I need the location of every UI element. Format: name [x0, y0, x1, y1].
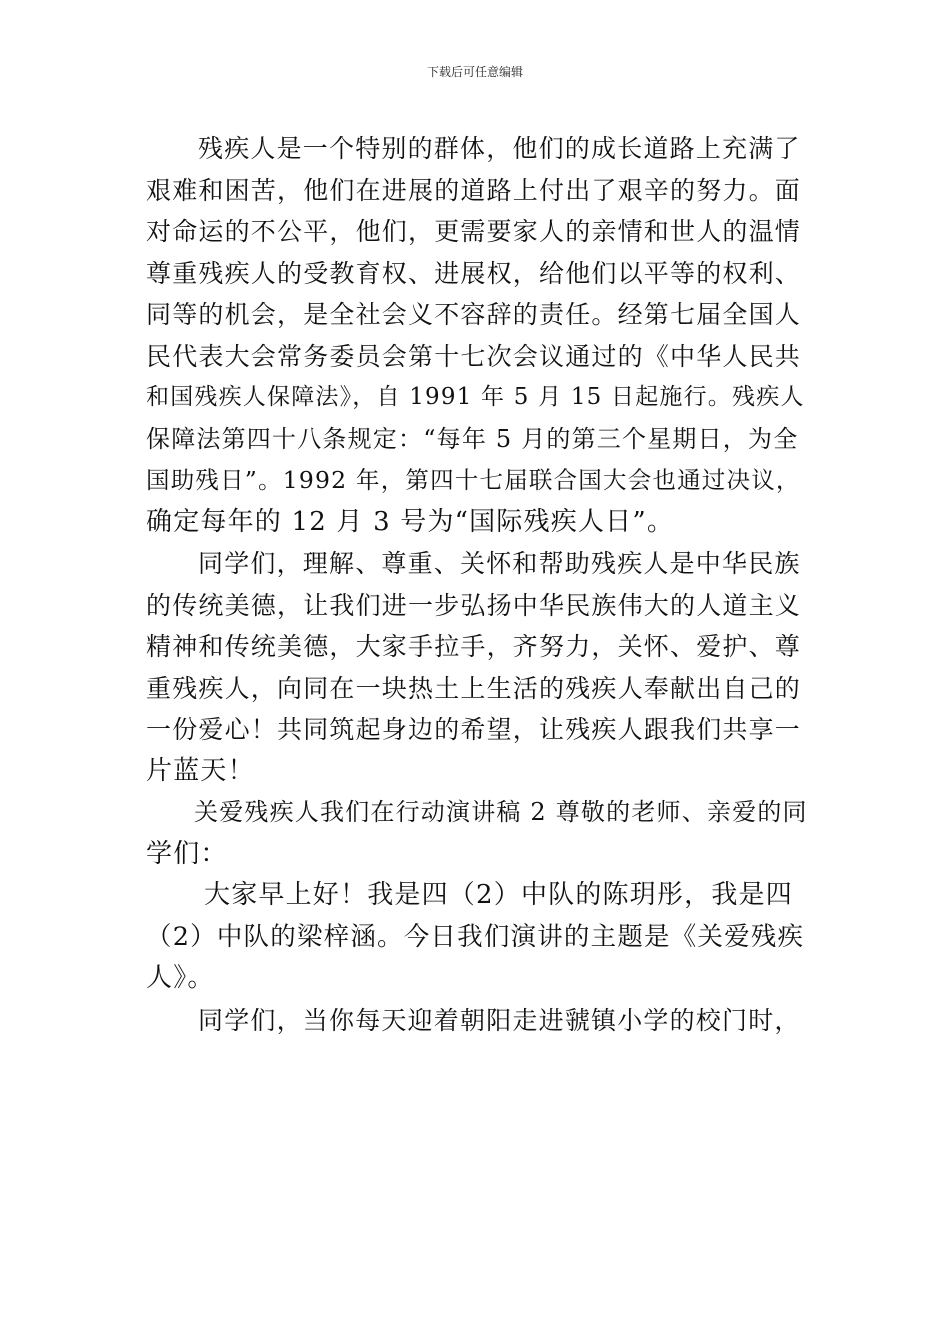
text-line: 一份爱心！共同筑起身边的希望，让残疾人跟我们共享一 [146, 715, 802, 744]
text-line: 尊重残疾人的受教育权、进展权，给他们以平等的权利、 [146, 258, 802, 288]
text-line: 精神和传统美德，大家手拉手，齐努力，关怀、爱护、尊 [146, 632, 802, 661]
text-line: 片蓝天！ [146, 755, 255, 786]
page-header: 下载后可任意编辑 [426, 65, 523, 79]
text-line: 同等的机会，是全社会义不容辞的责任。经第七届全国人 [146, 300, 802, 329]
text-line: 的传统美德，让我们进一步弘扬中华民族伟大的人道主义 [146, 590, 802, 620]
text-line: 同学们，理解、尊重、关怀和帮助残疾人是中华民族 [198, 549, 801, 578]
document-body [146, 128, 810, 1041]
text-line: 确定每年的 12 月 3 号为“国际残疾人日”。 [146, 506, 675, 537]
text-line: 国助残日”。1992 年，第四十七届联合国大会也通过决议， [146, 466, 801, 494]
text-line: 民代表大会常务委员会第十七次会议通过的《中华人民共 [146, 341, 802, 371]
text-line: 学们： [146, 838, 228, 869]
text-line: 关爱残疾人我们在行动演讲稿 2 尊敬的老师、亲爱的同 [194, 798, 808, 826]
text-line: 和国残疾人保障法》，自 1991 年 5 月 15 日起施行。残疾人 [146, 384, 805, 410]
text-line: （2）中队的梁梓涵。今日我们演讲的主题是《关爱残疾 [146, 921, 805, 952]
text-line: 大家早上好！我是四（2）中队的陈玥彤，我是四 [204, 880, 793, 910]
text-line: 重残疾人，向同在一块热土上生活的残疾人奉献出自己的 [146, 673, 802, 703]
text-line: 保障法第四十八条规定：“每年 5 月的第三个星期日，为全 [146, 424, 799, 453]
text-line: 人》。 [146, 963, 215, 993]
text-line: 同学们，当你每天迎着朝阳走进虢镇小学的校门时， [198, 1005, 801, 1035]
text-line: 残疾人是一个特别的群体，他们的成长道路上充满了 [198, 134, 801, 163]
text-line: 对命运的不公平，他们，更需要家人的亲情和世人的温情 [146, 217, 802, 246]
text-line: 艰难和困苦，他们在进展的道路上付出了艰辛的努力。面 [146, 175, 802, 205]
